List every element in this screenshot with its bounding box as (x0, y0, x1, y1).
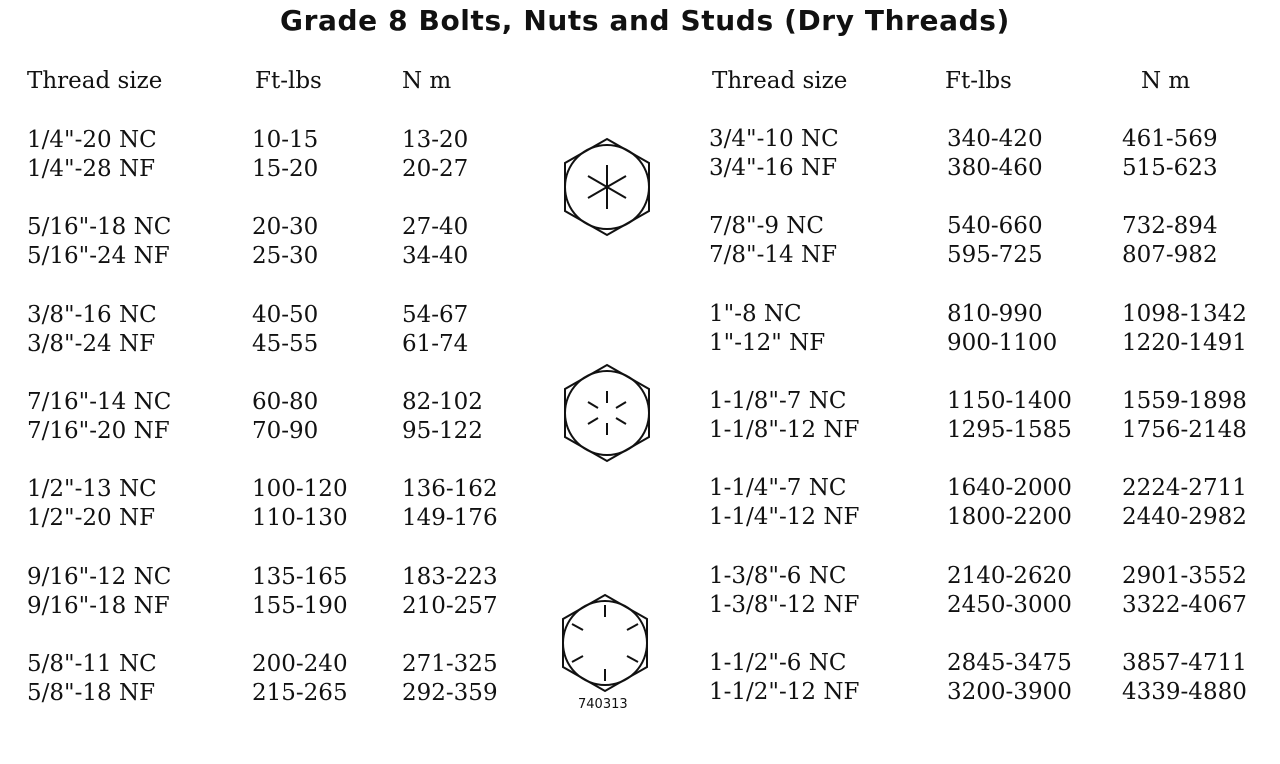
nm-cell: 1756-2148 (1122, 416, 1247, 443)
thread-size-cell: 1"-12" NF (709, 329, 826, 356)
thread-size-cell: 1-1/8"-7 NC (709, 387, 847, 414)
thread-size-cell: 5/16"-18 NC (27, 214, 172, 241)
nm-cell: 1220-1491 (1122, 329, 1247, 356)
nm-cell: 271-325 (402, 650, 498, 677)
ft-lbs-cell: 595-725 (947, 242, 1043, 269)
thread-size-cell: 3/8"-24 NF (27, 330, 156, 357)
nm-cell: 95-122 (402, 417, 483, 444)
bolt-head-6-radial-marks-icon (559, 593, 651, 693)
left-header-nm: N m (402, 68, 452, 94)
thread-size-cell: 5/8"-11 NC (27, 650, 157, 677)
ft-lbs-cell: 900-1100 (947, 329, 1058, 356)
ft-lbs-cell: 810-990 (947, 300, 1043, 327)
ft-lbs-cell: 10-15 (252, 127, 319, 153)
nm-cell: 1559-1898 (1122, 387, 1247, 414)
nm-cell: 732-894 (1122, 213, 1218, 240)
nm-cell: 3857-4711 (1122, 649, 1247, 676)
thread-size-cell: 1-1/2"-12 NF (709, 678, 860, 705)
thread-size-cell: 7/16"-20 NF (27, 417, 170, 444)
ft-lbs-cell: 380-460 (947, 155, 1043, 181)
ft-lbs-cell: 15-20 (252, 156, 319, 182)
nm-cell: 183-223 (402, 563, 498, 590)
thread-size-cell: 7/8"-9 NC (709, 213, 825, 240)
ft-lbs-cell: 155-190 (252, 592, 348, 619)
thread-size-cell: 3/4"-10 NC (709, 126, 839, 152)
ft-lbs-cell: 45-55 (252, 330, 319, 357)
thread-size-cell: 1-1/4"-7 NC (709, 475, 847, 502)
ft-lbs-cell: 20-30 (252, 214, 319, 241)
thread-size-cell: 1"-8 NC (709, 300, 802, 327)
left-header-thread-size: Thread size (27, 68, 163, 94)
ft-lbs-cell: 25-30 (252, 243, 319, 270)
thread-size-cell: 5/16"-24 NF (27, 243, 170, 270)
nm-cell: 34-40 (402, 243, 469, 270)
thread-size-cell: 1-3/8"-12 NF (709, 591, 860, 618)
thread-size-cell: 9/16"-18 NF (27, 592, 170, 619)
ft-lbs-cell: 200-240 (252, 650, 348, 677)
nm-cell: 27-40 (402, 214, 469, 241)
thread-size-cell: 7/8"-14 NF (709, 242, 838, 269)
nm-cell: 3322-4067 (1122, 591, 1247, 618)
ft-lbs-cell: 1800-2200 (947, 504, 1072, 531)
nm-cell: 149-176 (402, 505, 498, 532)
ft-lbs-cell: 110-130 (252, 505, 348, 532)
nm-cell: 13-20 (402, 127, 469, 153)
bolt-head-6-radial-marks-icon (561, 363, 653, 463)
thread-size-cell: 9/16"-12 NC (27, 563, 172, 590)
right-header-thread-size: Thread size (712, 68, 848, 94)
nm-cell: 461-569 (1122, 126, 1218, 152)
thread-size-cell: 1-1/2"-6 NC (709, 649, 847, 676)
nm-cell: 807-982 (1122, 242, 1218, 269)
thread-size-cell: 3/8"-16 NC (27, 301, 157, 328)
nm-cell: 4339-4880 (1122, 678, 1247, 705)
ft-lbs-cell: 3200-3900 (947, 678, 1072, 705)
ft-lbs-cell: 2450-3000 (947, 591, 1072, 618)
nm-cell: 82-102 (402, 388, 483, 415)
ft-lbs-cell: 60-80 (252, 388, 319, 415)
thread-size-cell: 1-1/4"-12 NF (709, 504, 860, 531)
nm-cell: 2224-2711 (1122, 475, 1247, 502)
thread-size-cell: 1/4"-28 NF (27, 156, 156, 182)
ft-lbs-cell: 100-120 (252, 476, 348, 503)
thread-size-cell: 7/16"-14 NC (27, 388, 172, 415)
right-header-ft-lbs: Ft-lbs (945, 68, 1012, 94)
ft-lbs-cell: 1640-2000 (947, 475, 1072, 502)
ft-lbs-cell: 215-265 (252, 679, 348, 706)
ft-lbs-cell: 2140-2620 (947, 562, 1072, 589)
ft-lbs-cell: 1295-1585 (947, 416, 1072, 443)
nm-cell: 136-162 (402, 476, 498, 503)
ft-lbs-cell: 1150-1400 (947, 387, 1072, 414)
figure-number: 740313 (578, 697, 628, 712)
ft-lbs-cell: 540-660 (947, 213, 1043, 240)
right-header-nm: N m (1141, 68, 1191, 94)
ft-lbs-cell: 135-165 (252, 563, 348, 590)
thread-size-cell: 1-1/8"-12 NF (709, 416, 860, 443)
nm-cell: 54-67 (402, 301, 469, 328)
thread-size-cell: 3/4"-16 NF (709, 155, 838, 181)
nm-cell: 20-27 (402, 156, 469, 182)
thread-size-cell: 5/8"-18 NF (27, 679, 156, 706)
thread-size-cell: 1/2"-20 NF (27, 505, 156, 532)
thread-size-cell: 1-3/8"-6 NC (709, 562, 847, 589)
ft-lbs-cell: 70-90 (252, 417, 319, 444)
nm-cell: 210-257 (402, 592, 498, 619)
thread-size-cell: 1/4"-20 NC (27, 127, 157, 153)
ft-lbs-cell: 2845-3475 (947, 649, 1072, 676)
nm-cell: 2440-2982 (1122, 504, 1247, 531)
ft-lbs-cell: 340-420 (947, 126, 1043, 152)
bolt-head-6-spoke-icon (561, 137, 653, 237)
thread-size-cell: 1/2"-13 NC (27, 476, 157, 503)
nm-cell: 292-359 (402, 679, 498, 706)
left-header-ft-lbs: Ft-lbs (255, 68, 322, 94)
nm-cell: 515-623 (1122, 155, 1218, 181)
ft-lbs-cell: 40-50 (252, 301, 319, 328)
nm-cell: 2901-3552 (1122, 562, 1247, 589)
page-title: Grade 8 Bolts, Nuts and Studs (Dry Threads) (280, 4, 1010, 37)
nm-cell: 1098-1342 (1122, 300, 1247, 327)
nm-cell: 61-74 (402, 330, 469, 357)
